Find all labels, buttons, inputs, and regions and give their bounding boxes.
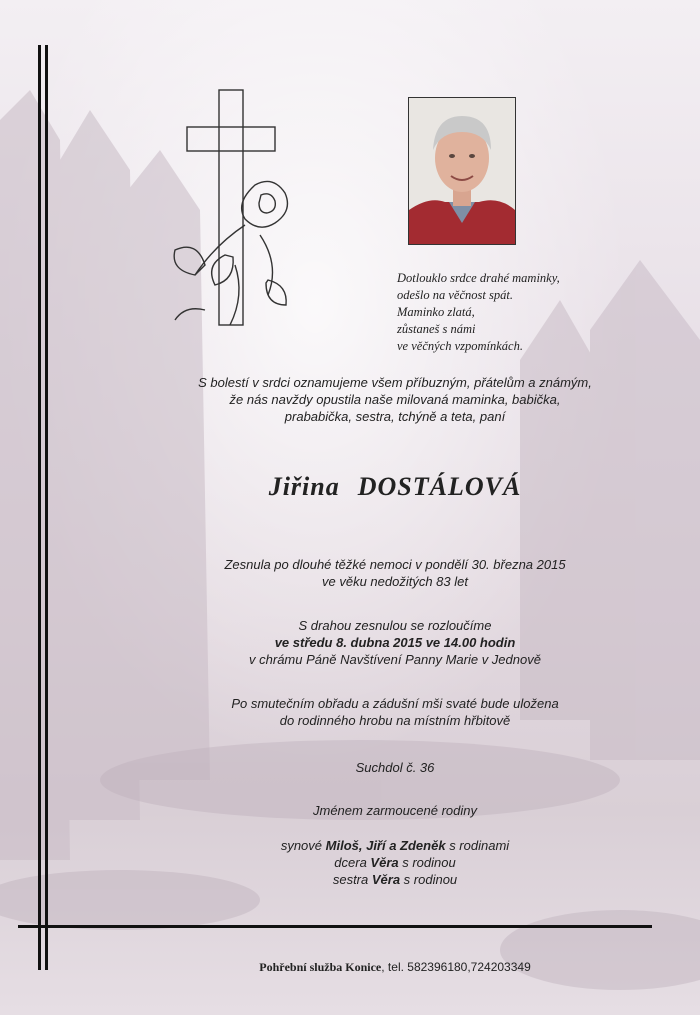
death-line: Zesnula po dlouhé těžké nemoci v pondělí 30. března 2015 — [224, 557, 566, 572]
sister-name: Věra — [371, 872, 401, 887]
funeral-location: v chrámu Páně Navštívení Panny Marie v Jednově — [249, 652, 541, 667]
sons-names: Miloš, Jiří a Zdeněk — [325, 838, 446, 853]
cross-with-rose-icon — [165, 85, 305, 330]
verse-line: Dotlouklo srdce drahé maminky, — [397, 271, 560, 285]
burial-line: do rodinného hrobu na místním hřbitově — [279, 713, 511, 728]
memorial-verse — [397, 270, 617, 355]
funeral-details — [150, 617, 640, 668]
sister-suffix: s rodinou — [400, 872, 458, 887]
announcement-intro — [150, 374, 640, 425]
bottom-border-line — [18, 925, 652, 928]
portrait-photo — [408, 97, 516, 245]
sister-prefix: sestra — [332, 872, 372, 887]
funeral-service-contact: , tel. 582396180,724203349 — [381, 960, 531, 974]
death-details — [150, 556, 640, 590]
age-line: ve věku nedožitých 83 let — [322, 574, 468, 589]
deceased-name — [150, 472, 640, 502]
left-border-line-1 — [38, 45, 41, 970]
address: Suchdol č. 36 — [355, 760, 435, 775]
burial-line: Po smutečním obřadu a zádušní mši svaté bude uložena — [231, 696, 559, 711]
family-line: Jménem zarmoucené rodiny — [312, 803, 478, 818]
verse-line: Maminko zlatá, — [397, 305, 475, 319]
intro-line: S bolestí v srdci oznamujeme všem příbuzným, přátelům a známým, — [198, 375, 592, 390]
funeral-date-time: ve středu 8. dubna 2015 ve 14.00 hodin — [274, 635, 516, 650]
left-border-line-2 — [45, 45, 48, 970]
intro-line: že nás navždy opustila naše milovaná maminka, babička, — [229, 392, 561, 407]
verse-line: ve věčných vzpomínkách. — [397, 339, 523, 353]
funeral-service-footer — [150, 960, 640, 975]
given-name: Jiřina — [268, 472, 340, 501]
relatives-list — [150, 837, 640, 888]
funeral-service-name: Pohřební služba Konice — [259, 960, 382, 974]
verse-line: zůstaneš s námi — [397, 322, 476, 336]
sons-prefix: synové — [280, 838, 326, 853]
sons-line — [150, 837, 640, 854]
intro-line: prababička, sestra, tchýně a teta, paní — [284, 409, 506, 424]
daughter-prefix: dcera — [334, 855, 371, 870]
sons-suffix: s rodinami — [445, 838, 510, 853]
daughter-name: Věra — [370, 855, 399, 870]
daughter-line — [150, 854, 640, 871]
burial-details — [150, 695, 640, 729]
daughter-suffix: s rodinou — [398, 855, 456, 870]
farewell-line: S drahou zesnulou se rozloučíme — [298, 618, 492, 633]
sister-line — [150, 871, 640, 888]
verse-line: odešlo na věčnost spát. — [397, 288, 513, 302]
family-name: DOSTÁLOVÁ — [357, 472, 522, 501]
